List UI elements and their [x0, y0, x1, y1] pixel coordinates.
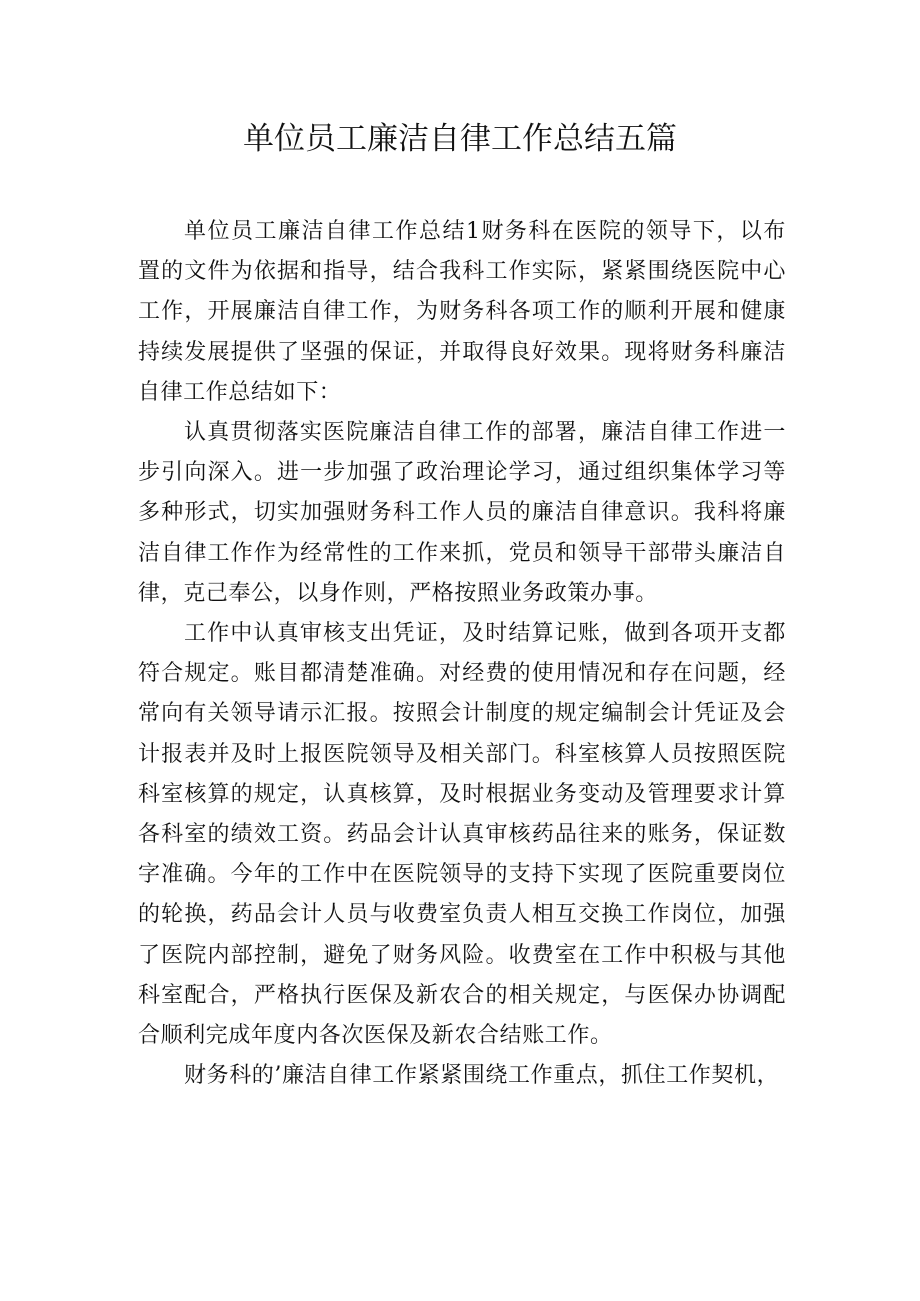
document-body [138, 212, 786, 1096]
page-title: 单位员工廉洁自律工作总结五篇 [243, 121, 677, 157]
paragraph-3: 工作中认真审核支出凭证，及时结算记账，做到各项开支都符合规定。账目都清楚准确。对经费的使用情况和存在问题，经常向有关领导请示汇报。按照会计制度的规定编制会计凭证及会计报表并及时上报医院领导及相关部门。科室核算人员按照医院科室核算的规定，认真核算，及时根据业务变动及管理要求计算各科室的绩效工资。药品会计认真审核药品往来的账务，保证数字准确。今年的工作中在医院领导的支持下实现了医院重要岗位的轮换，药品会计人员与收费室负责人相互交换工作岗位，加强了医院内部控制，避免了财务风险。收费室在工作中积极与其他科室配合，严格执行医保及新农合的相关规定，与医保办协调配合顺利完成年度内各次医保及新农合结账工作。 [138, 621, 786, 1049]
paragraph-2: 认真贯彻落实医院廉洁自律工作的部署，廉洁自律工作进一步引向深入。进一步加强了政治理论学习，通过组织集体学习等多种形式，切实加强财务科工作人员的廉洁自律意识。我科将廉洁自律工作作为经常性的工作来抓，党员和领导干部带头廉洁自律，克己奉公，以身作则，严格按照业务政策办事。 [138, 420, 786, 606]
paragraph-4: 财务科的’廉洁自律工作紧紧围绕工作重点，抓住工作契机， [184, 1063, 780, 1089]
paragraph-1: 单位员工廉洁自律工作总结1财务科在医院的领导下，以布置的文件为依据和指导，结合我科工作实际，紧紧围绕医院中心工作，开展廉洁自律工作，为财务科各项工作的顺利开展和健康持续发展提供了坚强的保证，并取得良好效果。现将财务科廉洁自律工作总结如下： [138, 219, 786, 405]
